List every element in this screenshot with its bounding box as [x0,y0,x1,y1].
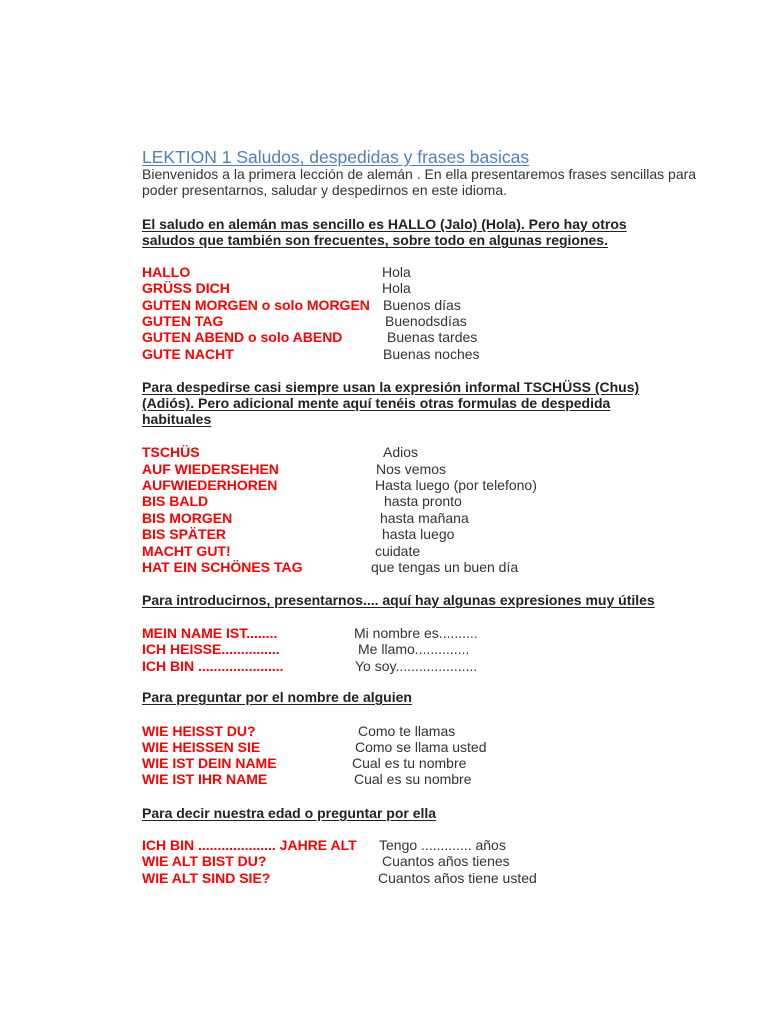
spanish-translation: hasta pronto [384,493,462,509]
introductions-heading: Para introducirnos, presentarnos.... aquí hay algunas expresiones muy útiles [142,592,655,608]
german-phrase: WIE ALT SIND SIE? [142,870,271,886]
spanish-translation: hasta luego [382,526,455,542]
german-phrase: ICH BIN ...................... [142,658,284,674]
spanish-translation: Nos vemos [376,461,447,477]
german-phrase: AUF WIEDERSEHEN [142,461,279,477]
german-phrase: MEIN NAME IST........ [142,625,278,641]
phrase-row [0,510,768,526]
intro-paragraph: Bienvenidos a la primera lección de alemán . En ella presentaremos frases sencillas para poder presentarnos, saludar y despedirnos en este idioma. [142,166,697,198]
spanish-translation: Buenas tardes [387,329,478,345]
german-phrase: ICH BIN .................... JAHRE ALT [142,837,357,853]
spanish-translation: Buenas noches [383,346,480,362]
phrase-row [0,329,768,345]
phrase-row [0,526,768,542]
phrase-row [0,723,768,739]
spanish-translation: Hasta luego (por telefono) [375,477,537,493]
age-heading: Para decir nuestra edad o preguntar por ella [142,805,437,821]
phrase-row [0,346,768,362]
spanish-translation: Como te llamas [358,723,456,739]
german-phrase: BIS BALD [142,493,209,509]
german-phrase: HAT EIN SCHÖNES TAG [142,559,303,575]
german-phrase: GUTEN MORGEN o solo MORGEN [142,297,370,313]
phrase-row [0,771,768,787]
spanish-translation: que tengas un buen día [371,559,519,575]
phrase-row [0,739,768,755]
spanish-translation: Adios [383,444,419,460]
german-phrase: WIE IST DEIN NAME [142,755,277,771]
german-phrase: WIE HEISSEN SIE [142,739,261,755]
asking-name-heading: Para preguntar por el nombre de alguien [142,689,412,705]
phrase-row [0,461,768,477]
phrase-row [0,559,768,575]
spanish-translation: Hola [382,280,411,296]
german-phrase: GUTEN ABEND o solo ABEND [142,329,343,345]
spanish-translation: Tengo ............. años [379,837,506,853]
phrase-row [0,313,768,329]
spanish-translation: Cual es su nombre [354,771,472,787]
german-phrase: BIS SPÄTER [142,526,227,542]
phrase-row [0,297,768,313]
phrase-row [0,493,768,509]
spanish-translation: Mi nombre es.......... [354,625,478,641]
phrase-row [0,641,768,657]
spanish-translation: Buenos días [383,297,461,313]
german-phrase: WIE HEISST DU? [142,723,256,739]
farewells-heading: Para despedirse casi siempre usan la expresión informal TSCHÜSS (Chus) (Adiós). Pero adicional mente aquí tenéis otras formulas de despedida habituales [142,379,640,427]
spanish-translation: Buenodsdías [385,313,467,329]
german-phrase: GUTEN TAG [142,313,224,329]
german-phrase: BIS MORGEN [142,510,233,526]
phrase-row [0,543,768,559]
german-phrase: GRÜSS DICH [142,280,230,296]
phrase-row [0,870,768,886]
spanish-translation: Cual es tu nombre [352,755,467,771]
german-phrase: MACHT GUT! [142,543,231,559]
spanish-translation: hasta mañana [380,510,469,526]
phrase-row [0,853,768,869]
spanish-translation: cuidate [375,543,421,559]
phrase-row [0,477,768,493]
spanish-translation: Cuantos años tienes [382,853,510,869]
german-phrase: WIE ALT BIST DU? [142,853,267,869]
german-phrase: HALLO [142,264,191,280]
german-phrase: WIE IST IHR NAME [142,771,268,787]
german-phrase: GUTE NACHT [142,346,234,362]
spanish-translation: Yo soy..................... [355,658,478,674]
phrase-row [0,837,768,853]
spanish-translation: Hola [382,264,411,280]
phrase-row [0,658,768,674]
phrase-row [0,625,768,641]
german-phrase: AUFWIEDERHOREN [142,477,278,493]
phrase-row [0,444,768,460]
lesson-title: LEKTION 1 Saludos, despedidas y frases basicas [142,147,530,167]
phrase-row [0,264,768,280]
greetings-heading: El saludo en alemán mas sencillo es HALLO (Jalo) (Hola). Pero hay otros saludos que también son frecuentes, sobre todo en algunas regiones. [142,216,627,248]
german-phrase: ICH HEISSE............... [142,641,280,657]
phrase-row [0,280,768,296]
phrase-row [0,755,768,771]
german-phrase: TSCHÜS [142,444,200,460]
spanish-translation: Me llamo.............. [358,641,470,657]
spanish-translation: Cuantos años tiene usted [378,870,537,886]
spanish-translation: Como se llama usted [355,739,487,755]
